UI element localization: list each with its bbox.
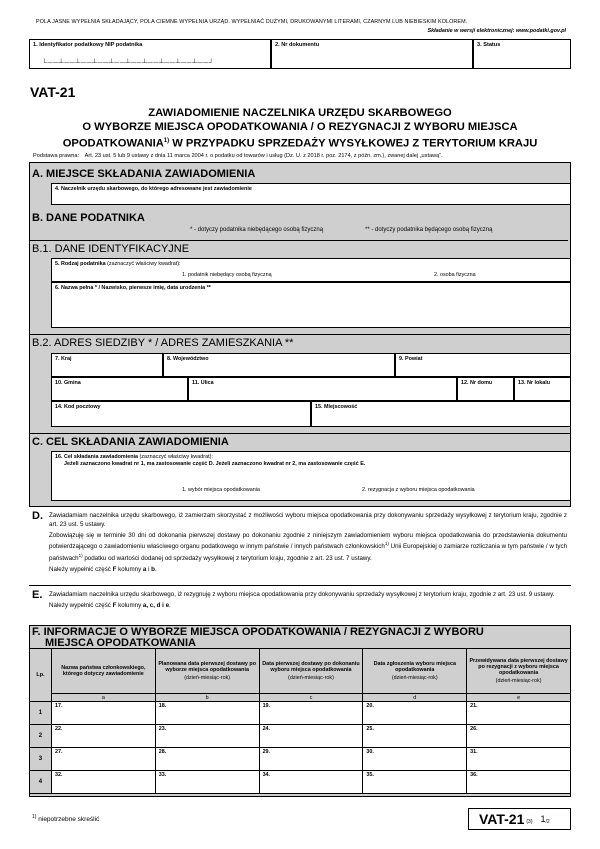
country-field[interactable]: 7. Kraj <box>51 353 163 377</box>
document-number-label: 2. Nr dokumentu <box>275 42 320 48</box>
legal-basis-text: Art. 23 ust. 5 lub 9 ustawy z dnia 11 marca 2004 r. o podatku od towarów i usług (Dz. U. z 2018 r. poz. 2174, z późn. zm.), zwanej dalej „ustawą”. <box>84 153 443 159</box>
purpose-note: Jeżeli zaznaczono kwadrat nr 1, ma zastosowanie część D. Jeżeli zaznaczono kwadrat nr 2, ma zastosowanie część E. <box>64 461 366 467</box>
document-number-field <box>271 39 473 69</box>
row-cell-a[interactable]: 22. <box>51 725 155 748</box>
nip-label: 1. Identyfikator podatkowy NIP podatnika <box>33 42 143 48</box>
apartment-number-field[interactable]: 13. Nr lokalu <box>514 377 571 401</box>
table-row <box>30 725 571 748</box>
taxpayer-type-option-2[interactable]: 2. osoba fizyczna <box>434 272 476 278</box>
col-b-letter: b <box>155 694 259 702</box>
city-field[interactable]: 15. Miejscowość <box>311 401 571 427</box>
section-e-instruction: Należy wypełnić część F kolumny a, c, d i e. <box>49 601 171 609</box>
title-line-2: O WYBORZE MIEJSCA OPODATKOWANIA / O REZYGNACJI Z WYBORU MIEJSCA <box>82 121 518 133</box>
row-cell-a[interactable]: 17. <box>51 702 155 725</box>
taxpayer-type-option-1[interactable]: 1. podatnik niebędący osobą fizyczną <box>182 272 272 278</box>
table-row <box>30 702 571 725</box>
top-instruction: POLA JASNE WYPEŁNIA SKŁADAJĄCY, POLA CIEMNE WYPEŁNIA URZĄD. WYPEŁNIAĆ DUŻYMI, DRUKOWANYMI LITERAMI, CZARNYM LUB NIEBIESKIM KOLOREM. <box>36 19 468 25</box>
col-d-head: Data zgłoszenia wyboru miejsca opodatkowania (dzień-miesiąc-rok) <box>363 649 467 694</box>
section-d-letter: D. <box>32 510 43 522</box>
row-cell-b[interactable]: 33. <box>155 771 259 794</box>
footer-form-id: VAT-21 <box>479 811 525 827</box>
footer-form-version: (3) <box>526 819 533 825</box>
nip-digit-boxes: └──┴──┴──┴──┴──┴──┴──┴──┴──┴──┘ <box>42 60 215 67</box>
tax-office-field[interactable]: 4. Naczelnik urzędu skarbowego, do którego adresowane jest zawiadomienie <box>51 183 571 205</box>
row-cell-b[interactable]: 18. <box>155 702 259 725</box>
row-cell-b[interactable]: 23. <box>155 725 259 748</box>
section-d-paragraph-2: Zobowiązuję się w terminie 30 dni od dokonania pierwszej dostawy po dokonaniu zgodnie z niniejszym zawiadomieniem wyboru miejsca opodatkowania do przedstawienia dokumentu potwierdzającego o zawiadomieniu właściwego organu podatkowego w innym państwie / innych państwach członkowskich$^{1)}$ Unii Europejskiej o zamiarze rozliczania w tym państwie / w tych państwach$^{1)}$ podatku od wartości dodanej od sprzedaży wysyłkowej z terytorium kraju, zgodnie z art. 23 ust. 7 ustawy. <box>49 531 568 563</box>
col-e-head: Przewidywana data pierwszej dostawy po rezygnacji z wyboru miejsca opodatkowania (dzień-miesiąc-rok) <box>467 649 571 694</box>
row-lp: 1 <box>30 702 52 725</box>
title-line-1: ZAWIADOMIENIE NACZELNIKA URZĘDU SKARBOWEGO <box>148 107 452 119</box>
purpose-field: 16. Cel składania zawiadomienia (zaznaczyć właściwy kwadrat): Jeżeli zaznaczono kwadrat nr 1, ma zastosowanie część D. Jeżeli zaznaczono kwadrat nr 2, ma zastosowanie część E. 1. wybór miejsca opodatkowania 2. rezygnacja z wyboru miejsca opodatkowania <box>51 451 571 501</box>
col-a-head: Nazwa państwa członkowskiego, którego dotyczy zawiadomienie <box>51 649 155 694</box>
row-cell-b[interactable]: 28. <box>155 748 259 771</box>
row-cell-e[interactable]: 21. <box>467 702 571 725</box>
status-label: 3. Status <box>477 42 501 48</box>
col-e-letter: e <box>467 694 571 702</box>
col-d-letter: d <box>363 694 467 702</box>
col-lp: Lp. <box>30 649 52 702</box>
postal-code-field[interactable]: 14. Kod pocztowy <box>51 401 311 427</box>
table-row <box>30 771 571 794</box>
section-e-text <box>49 591 567 611</box>
section-e-paragraph: Zawiadamiam naczelnika urzędu skarbowego, iż rezygnuję z wyboru miejsca opodatkowania przy dokonywaniu sprzedaży wysyłkowej z terytorium kraju, zgodnie z art. 23 ust. 9 ustawy. <box>49 591 555 598</box>
footnote: $^{1)}$ niepotrzebne skreślić <box>32 814 100 824</box>
nip-field[interactable] <box>29 39 271 69</box>
col-c-head: Data pierwszej dostawy po dokonaniu wyboru miejsca opodatkowania (dzień-miesiąc-rok) <box>259 649 363 694</box>
section-a-title: A. MIEJSCE SKŁADANIA ZAWIADOMIENIA <box>32 168 256 180</box>
row-cell-a[interactable]: 32. <box>51 771 155 794</box>
table-row <box>30 748 571 771</box>
f-table <box>29 648 571 794</box>
section-e <box>29 586 571 626</box>
f-table-letters <box>30 694 571 702</box>
row-cell-c[interactable]: 34. <box>259 771 363 794</box>
row-lp: 3 <box>30 748 52 771</box>
form-title <box>60 106 540 151</box>
legal-basis-label: Podstawa prawna: <box>33 153 80 159</box>
note-legal-entity: * - dotyczy podatnika niebędącego osobą fizyczną <box>190 227 324 233</box>
voivodeship-field[interactable]: 8. Województwo <box>163 353 395 377</box>
purpose-option-2[interactable]: 2. rezygnacja z wyboru miejsca opodatkowania <box>362 487 475 493</box>
street-field[interactable]: 11. Ulica <box>188 377 457 401</box>
legal-basis <box>29 150 571 163</box>
section-d-paragraph-1: Zawiadamiam naczelnika urzędu skarbowego, iż zamierzam skorzystać z możliwości wyboru miejsca opodatkowania przy dokonywaniu sprzedaży wysyłkowej z terytorium kraju, zgodnie z art. 23 ust. 5 ustawy. <box>49 512 567 528</box>
taxpayer-type-field: 5. Rodzaj podatnika (zaznaczyć właściwy kwadrat): 1. podatnik niebędący osobą fizyczną 2. osoba fizyczna <box>51 258 571 282</box>
row-cell-c[interactable]: 29. <box>259 748 363 771</box>
col-b-head: Planowana data pierwszej dostawy po wyborze miejsca opodatkowania (dzień-miesiąc-rok) <box>155 649 259 694</box>
full-name-field[interactable]: 6. Nazwa pełna * / Nazwisko, pierwsze imię, data urodzenia ** <box>51 282 571 328</box>
section-d <box>29 506 571 586</box>
row-cell-e[interactable]: 31. <box>467 748 571 771</box>
form-id: VAT-21 <box>30 84 76 100</box>
house-number-field[interactable]: 12. Nr domu <box>457 377 514 401</box>
section-d-instruction: Należy wypełnić część F kolumny a i b. <box>49 566 157 574</box>
row-cell-d[interactable]: 20. <box>363 702 467 725</box>
section-d-text <box>49 512 567 575</box>
section-c-title: C. CEL SKŁADANIA ZAWIADOMIENIA <box>29 433 571 448</box>
section-b-title: B. DANE PODATNIKA <box>32 212 145 224</box>
section-b2-title: B.2. ADRES SIEDZIBY * / ADRES ZAMIESZKANIA ** <box>29 334 571 349</box>
footer-form-id-box <box>468 808 571 830</box>
row-lp: 4 <box>30 771 52 794</box>
row-cell-d[interactable]: 30. <box>363 748 467 771</box>
section-e-letter: E. <box>32 589 43 601</box>
municipality-field[interactable]: 10. Gmina <box>51 377 188 401</box>
row-cell-d[interactable]: 25. <box>363 725 467 748</box>
row-cell-c[interactable]: 24. <box>259 725 363 748</box>
row-cell-e[interactable]: 36. <box>467 771 571 794</box>
footer-page-number: 1 <box>540 814 546 824</box>
row-cell-e[interactable]: 26. <box>467 725 571 748</box>
footer-page-total: /2 <box>545 819 550 825</box>
section-f-title: F. INFORMACJE O WYBORZE MIEJSCA OPODATKOWANIA / REZYGNACJI Z WYBORU MIEJSCA OPODATKOWANIA <box>32 626 484 649</box>
note-natural-person: ** - dotyczy podatnika będącego osobą fizyczną <box>365 227 493 233</box>
electronic-submission-note: Składanie w wersji elektronicznej: www.podatki.gov.pl <box>427 28 566 34</box>
header-fields <box>29 39 571 69</box>
purpose-option-1[interactable]: 1. wybór miejsca opodatkowania <box>182 487 260 493</box>
section-b1-title: B.1. DANE IDENTYFIKACYJNE <box>29 240 568 255</box>
title-line-3: OPODATKOWANIA$^{1)}$ W PRZYPADKU SPRZEDAŻY WYSYŁKOWEJ Z TERYTORIUM KRAJU <box>62 137 538 150</box>
row-cell-c[interactable]: 19. <box>259 702 363 725</box>
district-field[interactable]: 9. Powiat <box>395 353 571 377</box>
row-lp: 2 <box>30 725 52 748</box>
col-c-letter: c <box>259 694 363 702</box>
row-cell-a[interactable]: 27. <box>51 748 155 771</box>
col-a-letter: a <box>51 694 155 702</box>
row-cell-d[interactable]: 35. <box>363 771 467 794</box>
status-field <box>473 39 571 69</box>
f-table-header <box>30 649 571 694</box>
